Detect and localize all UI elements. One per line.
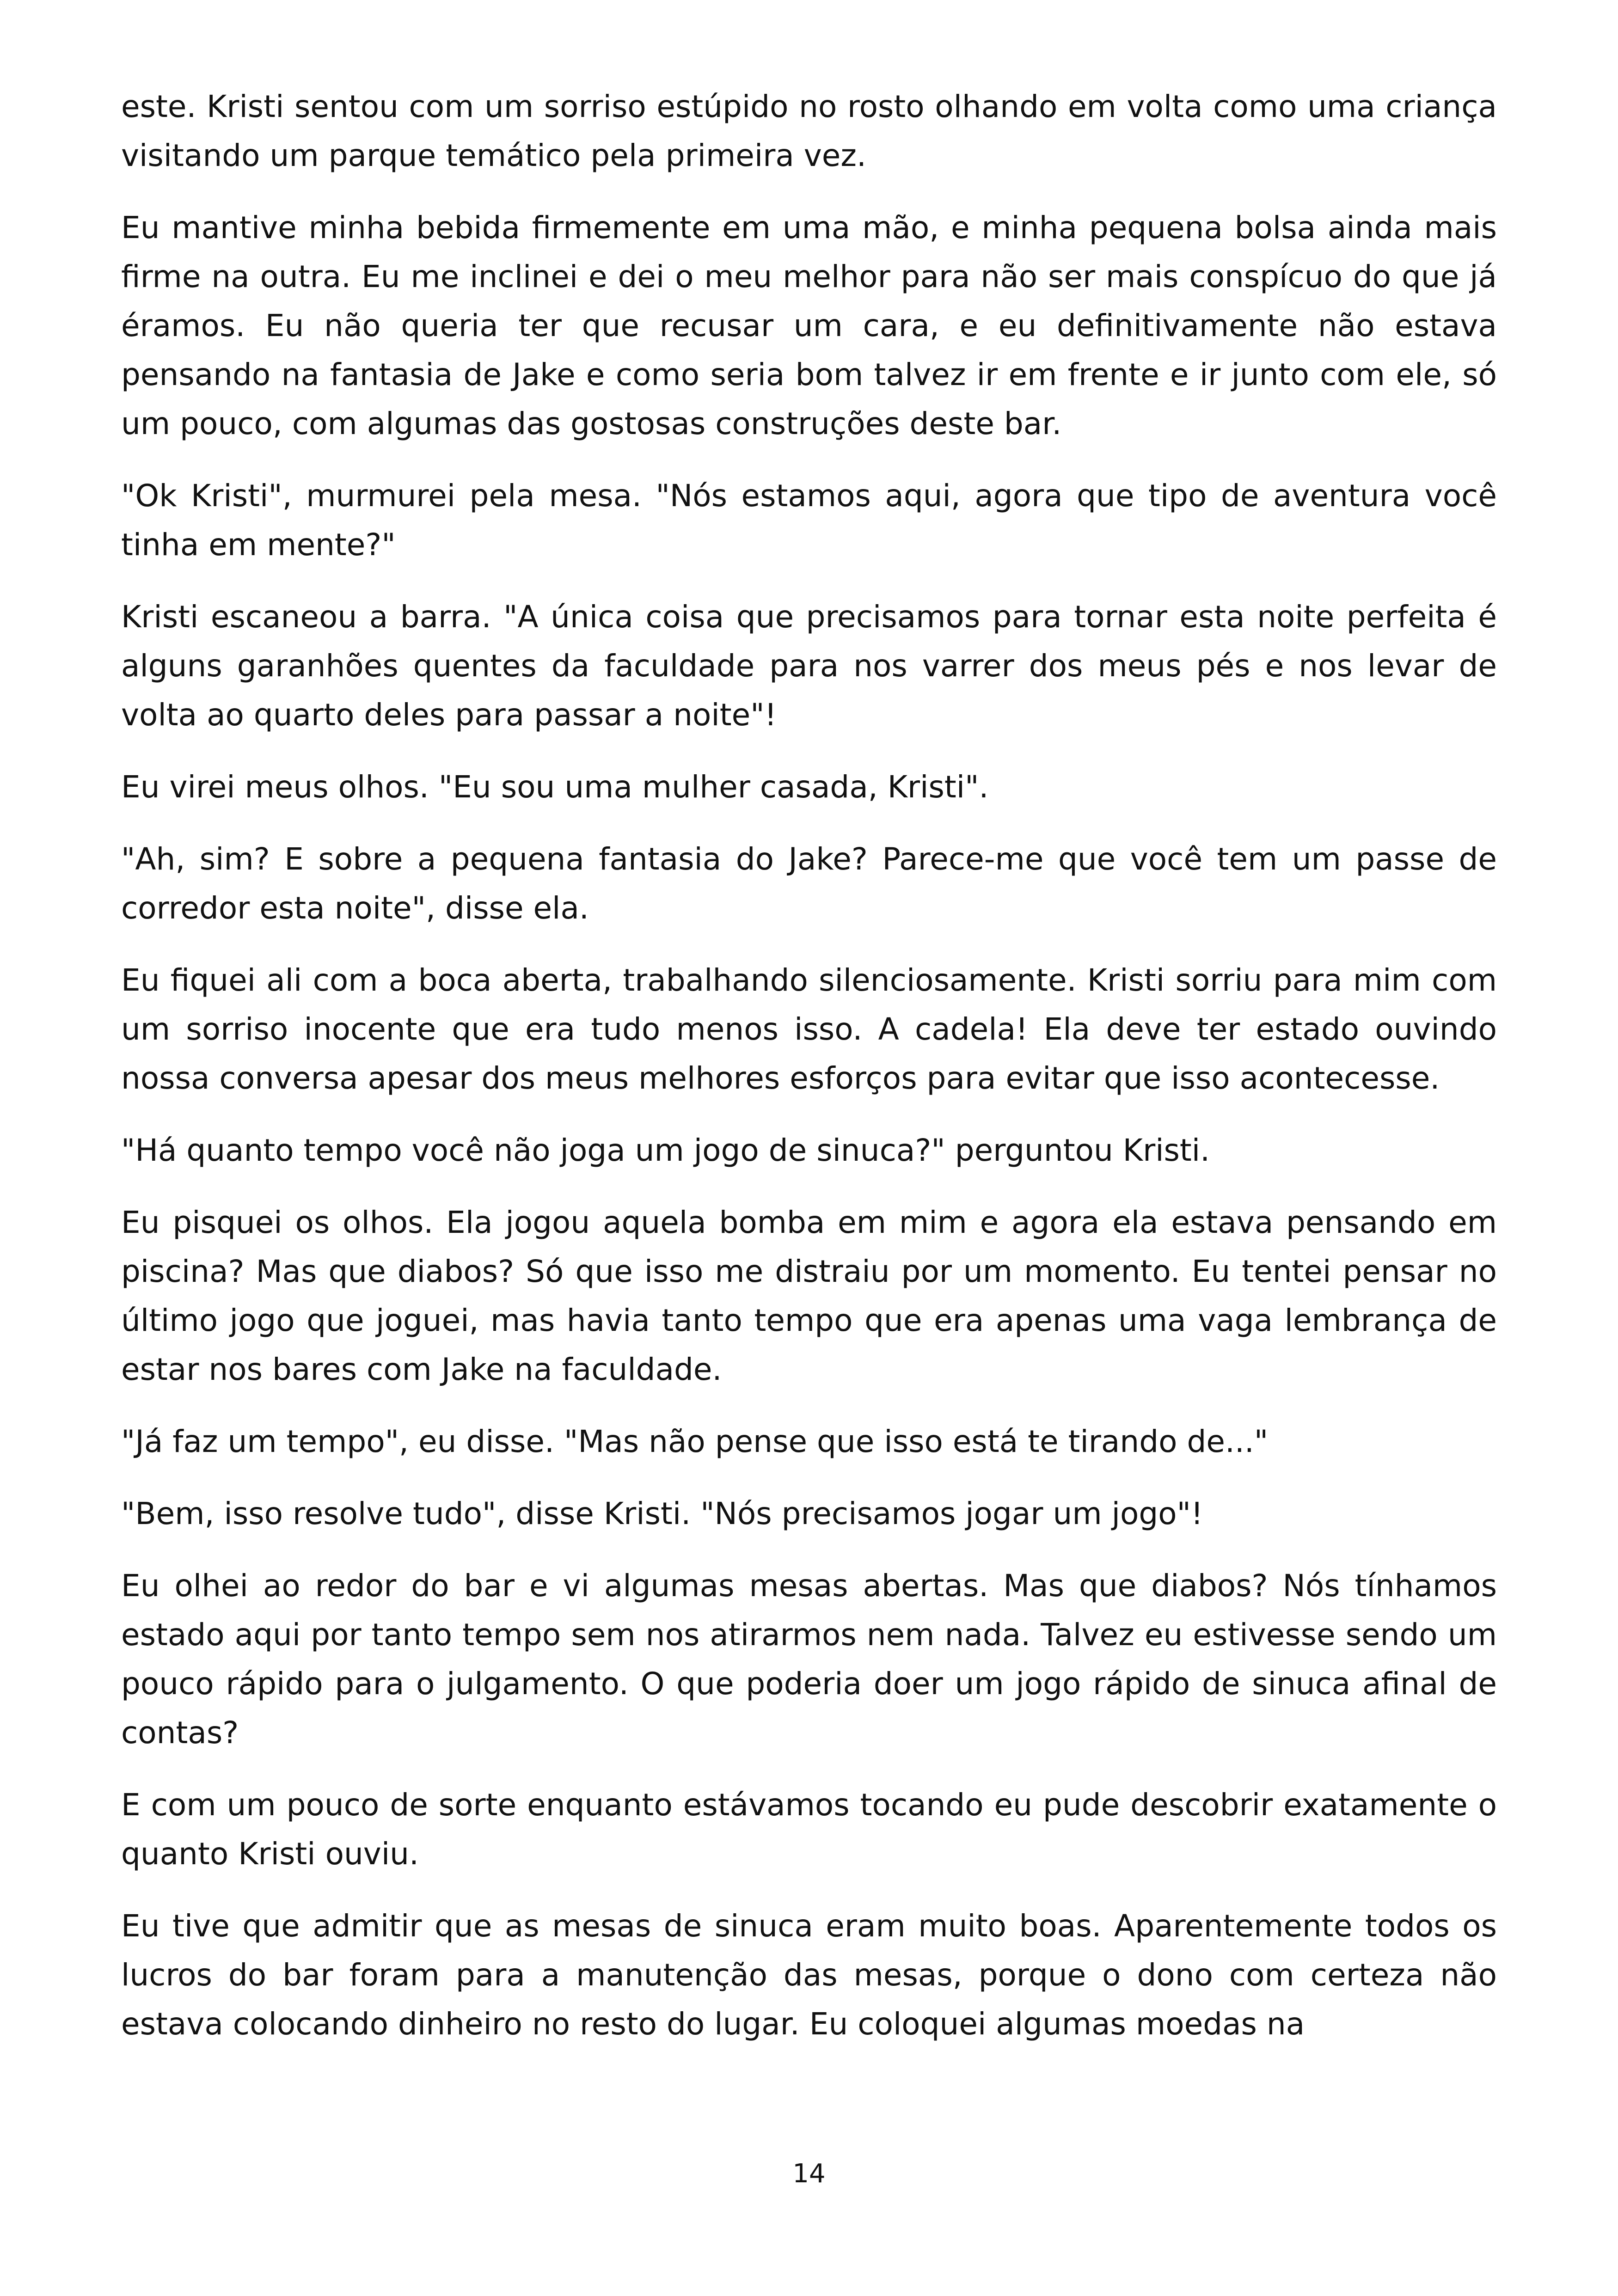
paragraph-8: "Há quanto tempo você não joga um jogo de sinuca?" perguntou Kristi. [121,1133,1210,1168]
paragraph-10: "Já faz um tempo", eu disse. "Mas não pense que isso está te tirando de..." [121,1424,1269,1459]
paragraph-11: "Bem, isso resolve tudo", disse Kristi. "Nós precisamos jogar um jogo"! [121,1496,1203,1531]
paragraph-13: E com um pouco de sorte enquanto estávamos tocando eu pude descobrir exatamente o quanto Kristi ouviu. [121,1787,1497,1872]
body-text [121,82,1497,2072]
paragraph-5: Eu virei meus olhos. "Eu sou uma mulher casada, Kristi". [121,769,989,805]
paragraph-12: Eu olhei ao redor do bar e vi algumas mesas abertas. Mas que diabos? Nós tínhamos estado aqui por tanto tempo sem nos atirarmos nem nada. Talvez eu estivesse sendo um pouco rápido para o julgamento. O que poderia doer um jogo rápido de sinuca afinal de contas? [121,1568,1497,1751]
paragraph-2: Eu mantive minha bebida firmemente em uma mão, e minha pequena bolsa ainda mais firme na outra. Eu me inclinei e dei o meu melhor para não ser mais conspícuo do que já éramos. Eu não queria ter que recusar um cara, e eu definitivamente não estava pensando na fantasia de Jake e como seria bom talvez ir em frente e ir junto com ele, só um pouco, com algumas das gostosas construções deste bar. [121,210,1497,441]
paragraph-3: "Ok Kristi", murmurei pela mesa. "Nós estamos aqui, agora que tipo de aventura você tinha em mente?" [121,478,1497,563]
paragraph-1: este. Kristi sentou com um sorriso estúpido no rosto olhando em volta como uma criança visitando um parque temático pela primeira vez. [121,89,1497,173]
paragraph-6: "Ah, sim? E sobre a pequena fantasia do Jake? Parece-me que você tem um passe de corredor esta noite", disse ela. [121,841,1497,926]
paragraph-14: Eu tive que admitir que as mesas de sinuca eram muito boas. Aparentemente todos os lucros do bar foram para a manutenção das mesas, porque o dono com certeza não estava colocando dinheiro no resto do lugar. Eu coloquei algumas moedas na [121,1908,1497,2042]
page-number: 14 [792,2159,826,2189]
paragraph-9: Eu pisquei os olhos. Ela jogou aquela bomba em mim e agora ela estava pensando em piscina? Mas que diabos? Só que isso me distraiu por um momento. Eu tentei pensar no último jogo que joguei, mas havia tanto tempo que era apenas uma vaga lembrança de estar nos bares com Jake na faculdade. [121,1205,1497,1387]
paragraph-7: Eu fiquei ali com a boca aberta, trabalhando silenciosamente. Kristi sorriu para mim com um sorriso inocente que era tudo menos isso. A cadela! Ela deve ter estado ouvindo nossa conversa apesar dos meus melhores esforços para evitar que isso acontecesse. [121,962,1497,1096]
paragraph-4: Kristi escaneou a barra. "A única coisa que precisamos para tornar esta noite perfeita é alguns garanhões quentes da faculdade para nos varrer dos meus pés e nos levar de volta ao quarto deles para passar a noite"! [121,599,1497,733]
